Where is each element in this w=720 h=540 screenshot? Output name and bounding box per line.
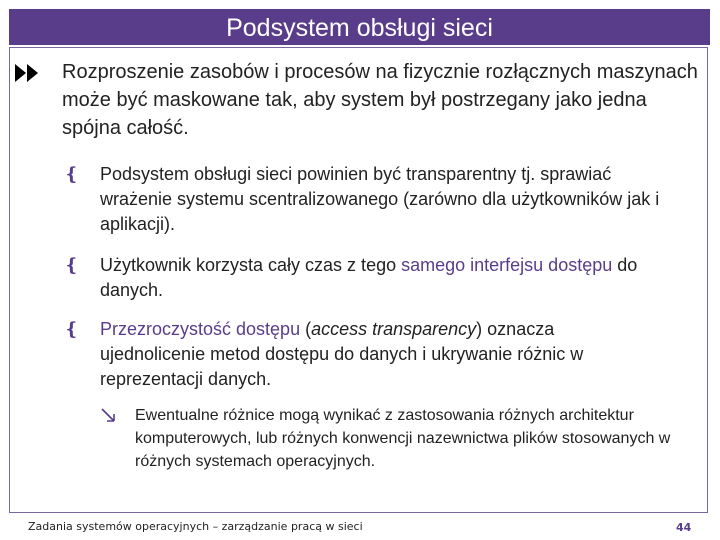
main-point-text: Rozproszenie zasobów i procesów na fizycznie rozłącznych maszynach może być maskowane tak, aby system był postrzegany jako jedna spójna całość. <box>62 61 698 139</box>
sub-point-3-term: Przezroczystość dostępu <box>100 319 301 339</box>
sub-point-2-prefix: Użytkownik korzysta cały czas z tego <box>100 255 402 275</box>
sub-point-2-text <box>100 253 660 303</box>
footer-course-title: Zadania systemów operacyjnych – zarządzanie pracą w sieci <box>28 520 363 533</box>
footer-divider <box>9 513 708 514</box>
double-arrow-bullet-icon <box>14 62 40 84</box>
sub-point-2-suffix: do danych. <box>100 255 638 300</box>
curly-bullet-icon: ❴ <box>64 319 80 339</box>
note-text: Ewentualne różnice mogą wynikać z zastosowania różnych architektur komputerowych, lub różnych konwencji nazewnictwa plików stosowanych w różnych systemach operacyjnych. <box>135 407 671 470</box>
sub-point-1-text: Podsystem obsługi sieci powinien być transparentny tj. sprawiać wrażenie systemu scentralizowanego (zarówno dla użytkowników jak i aplikacji). <box>100 164 660 234</box>
sub-point-3-italic: access transparency <box>311 319 477 339</box>
sub-point-3-text <box>100 317 660 392</box>
sub-point-2-highlight: samego interfejsu dostępu <box>401 255 613 275</box>
curly-bullet-icon: ❴ <box>64 255 80 275</box>
hollow-arrow-bullet-icon <box>100 407 118 425</box>
page-number: 44 <box>676 521 692 534</box>
curly-bullet-icon: ❴ <box>64 164 80 184</box>
sub-point-3-open: ( <box>300 319 312 339</box>
slide-title: Podsystem obsługi sieci <box>9 9 710 45</box>
sub-point-3-rest: ) oznacza ujednolicenie metod dostępu do danych i ukrywanie różnic w reprezentacji danych. <box>100 319 584 389</box>
